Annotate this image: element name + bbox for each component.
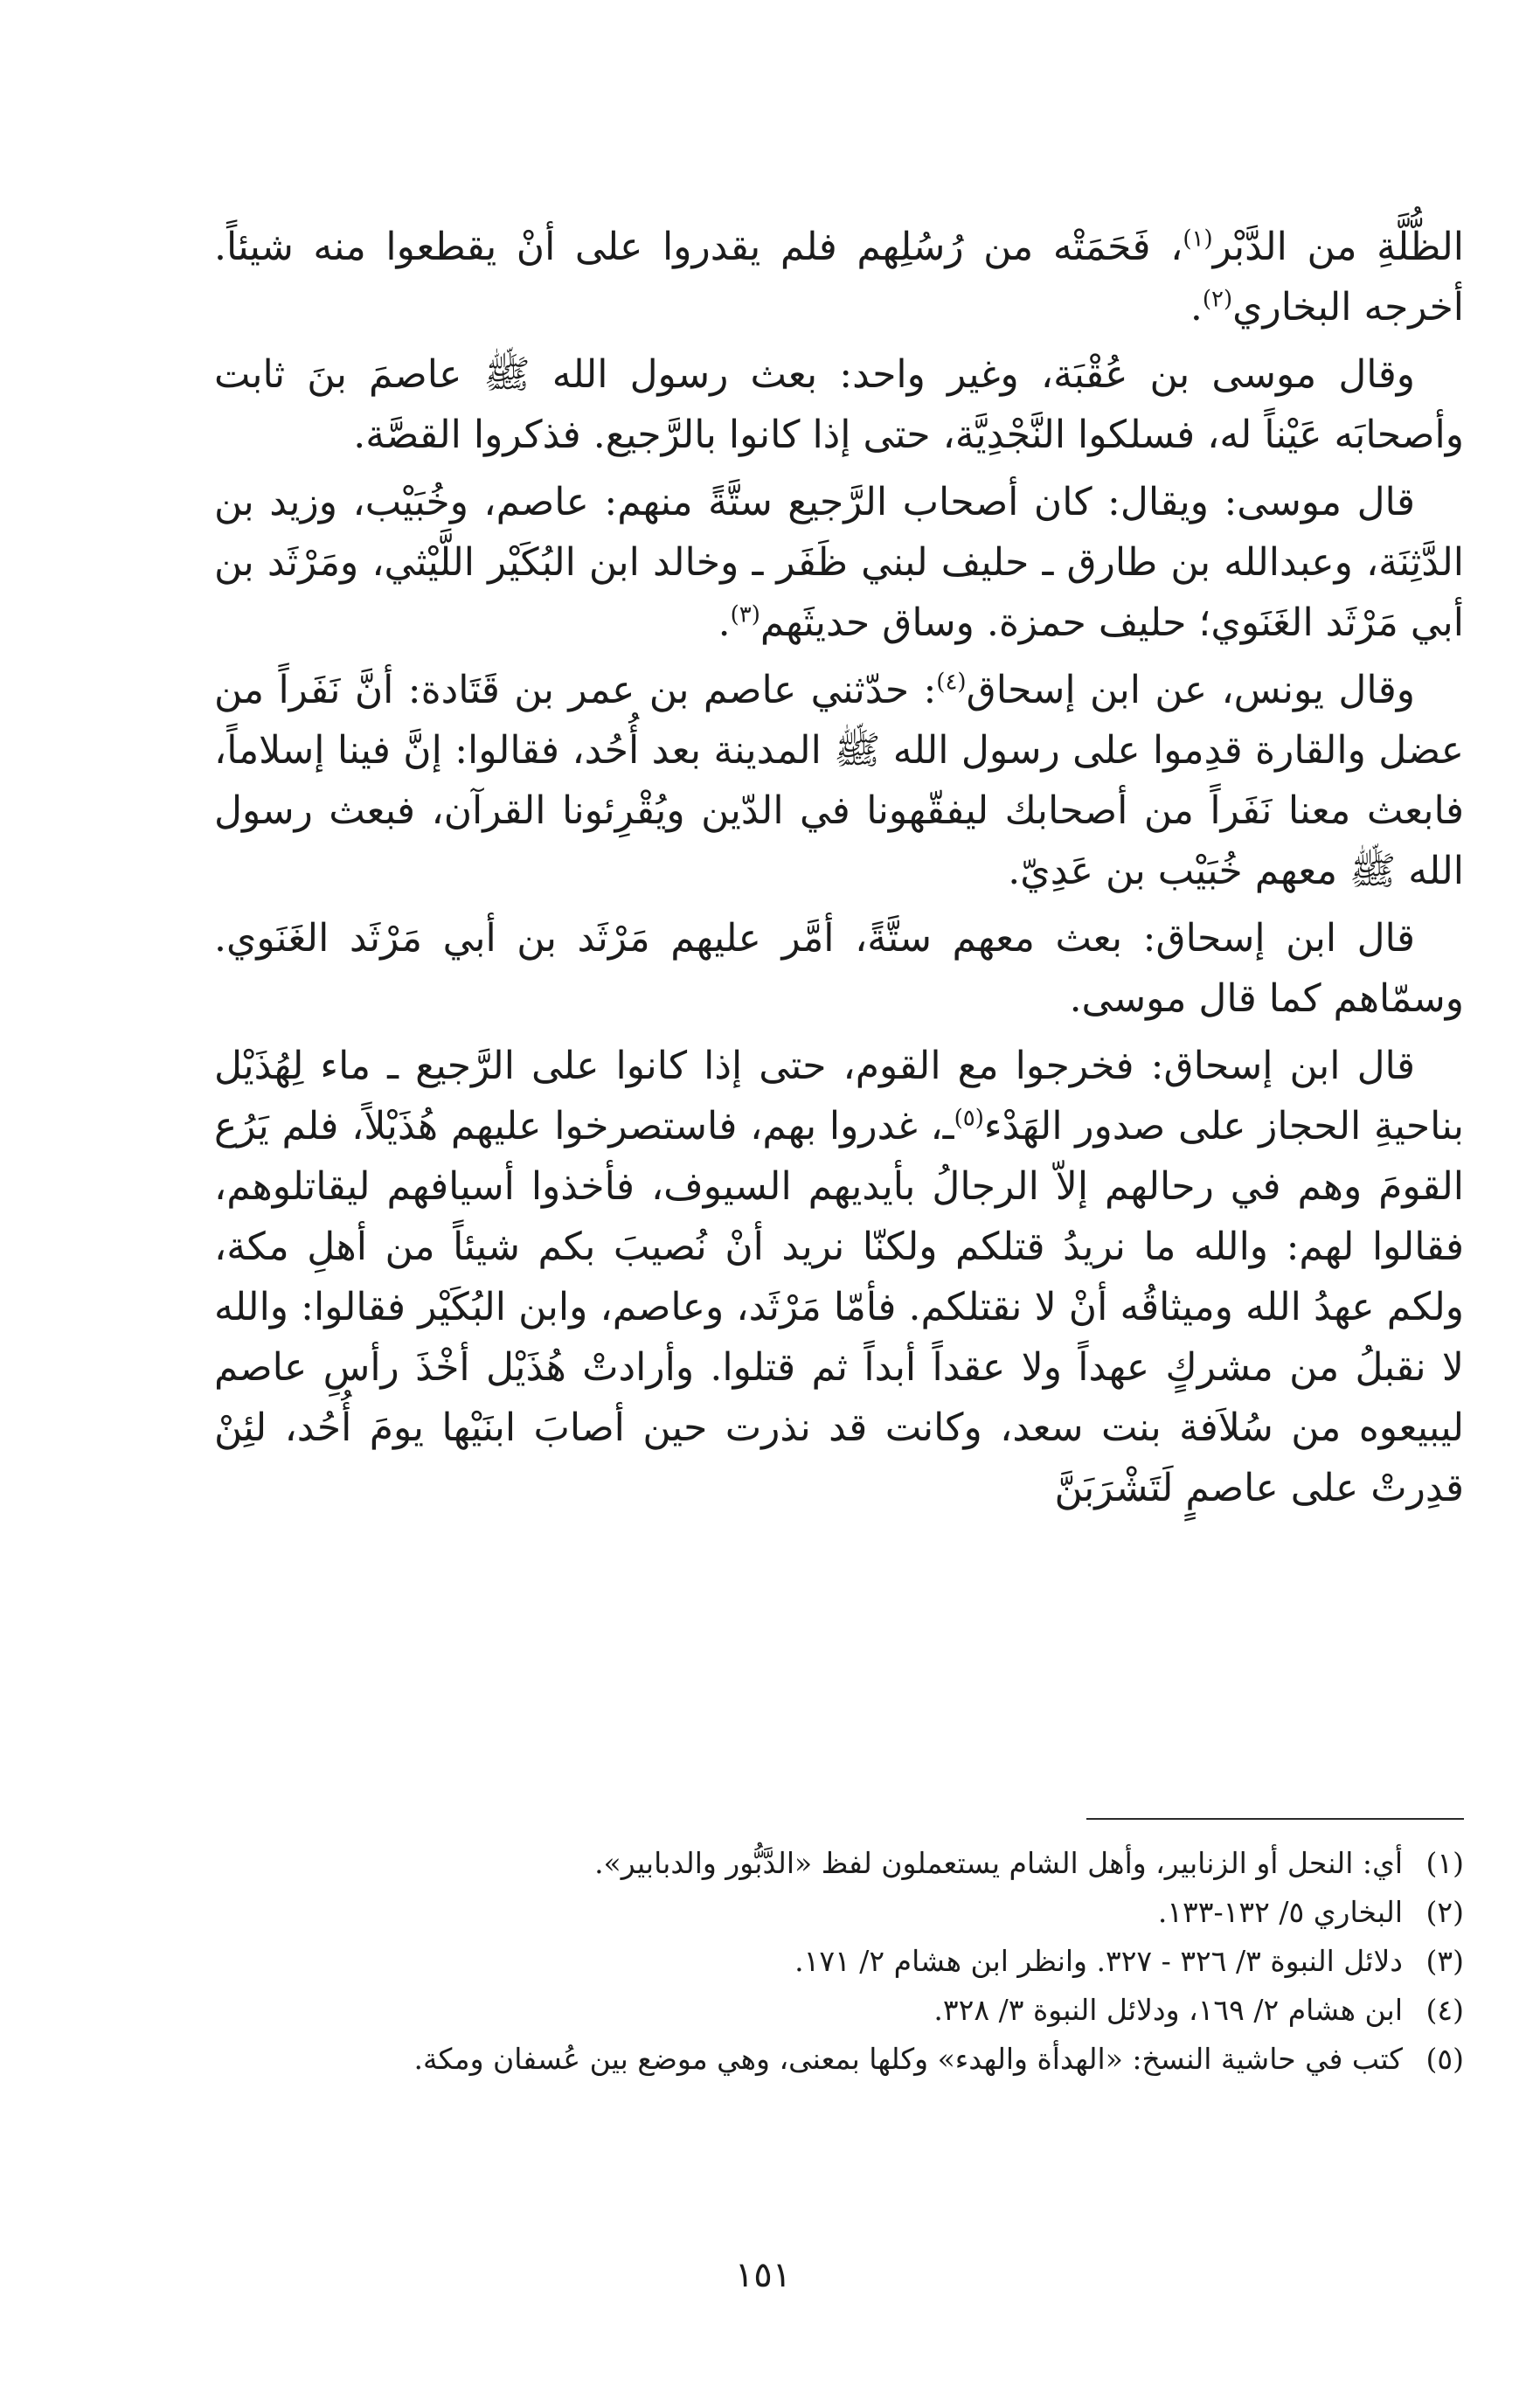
footnote-separator <box>1086 1818 1464 1820</box>
footnote-ref-3: (٣) <box>730 601 760 628</box>
footnote-ref-2: (٢) <box>1202 286 1233 313</box>
paragraph-3-text: قال موسى: ويقال: كان أصحاب الرَّجيع ستَّةً منهم: عاصم، وخُبَيْب، وزيد بن الدَّثِنَة، وعبدالله بن طارق ـ حليف لبني ظَفَر ـ وخالد ابن البُكَيْر اللَّيْثي، ومَرْثَد بن أبي مَرْثَد الغَنَوي؛ حليف حمزة. وساق حديثَهم <box>214 480 1464 645</box>
paragraph-1-tail: ، فَحَمَتْه من رُسُلِهم فلم يقدروا على أنْ يقطعوا منه شيئاً. أخرجه البخاري <box>214 225 1464 330</box>
main-text <box>214 217 1464 1525</box>
footnote-number: (٤) <box>1425 1993 1464 2027</box>
footnote-ref-4: (٤) <box>936 669 967 696</box>
paragraph-5 <box>214 908 1464 1029</box>
footnote-3 <box>214 1940 1464 1982</box>
footnote-5 <box>214 2038 1464 2080</box>
paragraph-3 <box>214 472 1464 653</box>
paragraph-6 <box>214 1036 1464 1518</box>
paragraph-1-tail-2: . <box>1190 285 1203 330</box>
footnote-text: دلائل النبوة ٣/ ٣٢٦ - ٣٢٧. وانظر ابن هشام ٢/ ١٧١. <box>794 1944 1403 1978</box>
footnote-text: أي: النحل أو الزنابير، وأهل الشام يستعملون لفظ «الدَّبُّور والدبابير». <box>594 1846 1403 1880</box>
footnote-ref-1: (١) <box>1183 226 1213 253</box>
footnote-number: (١) <box>1425 1846 1464 1880</box>
footnote-4 <box>214 1989 1464 2031</box>
paragraph-6-tail: ـ، غدروا بهم، فاستصرخوا عليهم هُذَيْلاً، فلم يَرُع القومَ وهم في رحالهم إلاّ الرجالُ بأيديهم السيوف، فأخذوا أسيافهم ليقاتلوهم، فقالوا لهم: والله ما نريدُ قتلكم ولكنّا نريد أنْ نُصيبَ بكم شيئاً من أهلِ مكة، ولكم عهدُ الله وميثاقُه أنْ لا نقتلكم. فأمّا مَرْثَد، وعاصم، وابن البُكَيْر فقالوا: والله لا نقبلُ من مشركٍ عهداً ولا عقداً أبداً ثم قتلوا. وأرادتْ هُذَيْل أخْذَ رأسِ عاصم ليبيعوه من سُلاَفة بنت سعد، وكانت قد نذرت حين أصابَ ابنَيْها يومَ أُحُد، لئِنْ قدِرتْ على عاصمٍ لَتَشْرَبَنَّ <box>214 1104 1465 1510</box>
paragraph-6-text: قال ابن إسحاق: فخرجوا مع القوم، حتى إذا كانوا على الرَّجيع ـ ماء لِهُذَيْل بناحيةِ الحجاز على صدور الهَدْء <box>214 1044 1465 1148</box>
paragraph-4-tail: : حدّثني عاصم بن عمر بن قَتَادة: أنَّ نَفَراً من عضل والقارة قدِموا على رسول الله ﷺ المدينة بعد أُحُد، فقالوا: إنَّ فينا إسلاماً، فابعث معنا نَفَراً من أصحابك ليفقّهونا في الدّين ويُقْرِئونا القرآن، فبعث رسول الله ﷺ معهم خُبَيْب بن عَدِيّ. <box>214 668 1464 893</box>
footnote-number: (٢) <box>1425 1895 1464 1929</box>
page-number: ١٥١ <box>734 2255 792 2295</box>
paragraph-5-text: قال ابن إسحاق: بعث معهم ستَّةً، أمَّر عليهم مَرْثَد بن أبي مَرْثَد الغَنَوي. وسمّاهم كما قال موسى. <box>214 916 1464 1021</box>
footnote-number: (٣) <box>1425 1944 1464 1978</box>
paragraph-2 <box>214 344 1464 465</box>
paragraph-1 <box>214 217 1464 337</box>
footnote-2 <box>214 1891 1464 1933</box>
paragraph-3-tail: . <box>718 600 731 645</box>
footnote-text: ابن هشام ٢/ ١٦٩، ودلائل النبوة ٣/ ٣٢٨. <box>933 1993 1403 2027</box>
paragraph-2-text: وقال موسى بن عُقْبَة، وغير واحد: بعث رسول الله ﷺ عاصمَ بنَ ثابت وأصحابَه عَيْناً له، فسلكوا النَّجْدِيَّة، حتى إذا كانوا بالرَّجيع. فذكروا القصَّة. <box>214 352 1464 457</box>
footnote-text: كتب في حاشية النسخ: «الهدأة والهدء» وكلها بمعنى، وهي موضع بين عُسفان ومكة. <box>413 2042 1403 2076</box>
footnote-text: البخاري ٥/ ١٣٢-١٣٣. <box>1157 1895 1403 1929</box>
paragraph-4 <box>214 660 1464 901</box>
footnote-1 <box>214 1842 1464 1884</box>
paragraph-4-text: وقال يونس، عن ابن إسحاق <box>966 668 1416 712</box>
footnotes <box>214 1842 1464 2087</box>
paragraph-1-text: الظُّلَّةِ من الدَّبْر <box>1212 225 1464 269</box>
footnote-number: (٥) <box>1425 2042 1464 2076</box>
footnote-ref-5: (٥) <box>954 1105 984 1132</box>
